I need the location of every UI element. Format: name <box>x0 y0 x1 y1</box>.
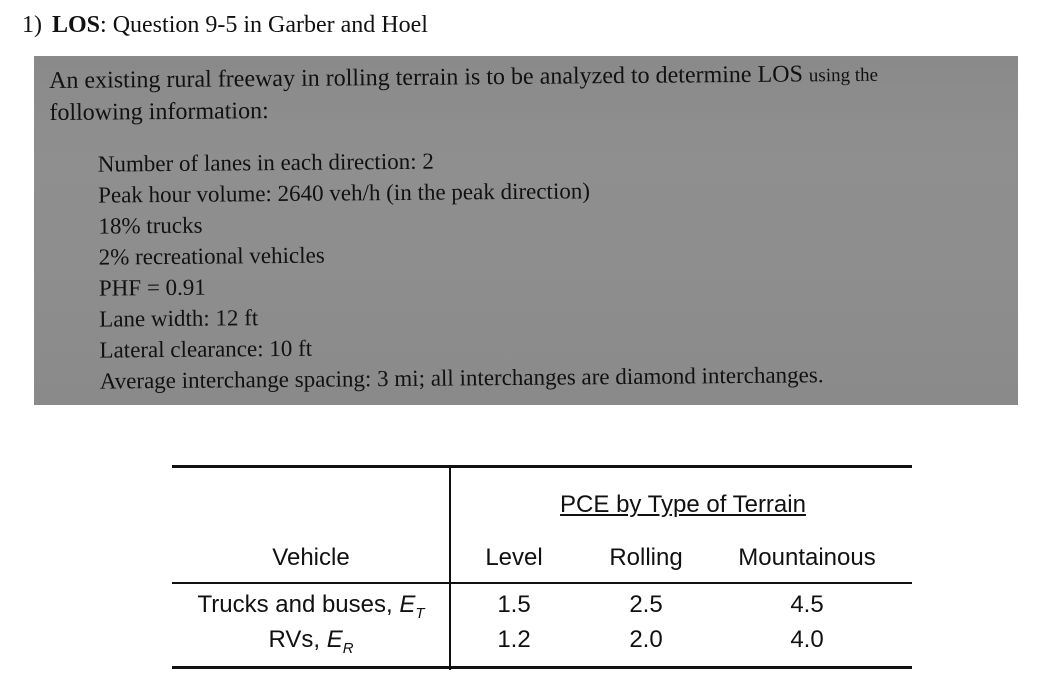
table-top-rule <box>172 465 912 468</box>
trucks-mountainous-value: 4.5 <box>790 591 824 618</box>
header-mountainous: Mountainous <box>738 544 876 571</box>
row-trucks-symbol: E <box>399 591 416 618</box>
question-source: : Question 9-5 in Garber and Hoel <box>100 12 428 38</box>
header-level: Level <box>485 544 543 571</box>
table-divider <box>449 465 451 670</box>
given-volume: Peak hour volume: 2640 veh/h (in the peak direction) <box>98 178 591 208</box>
given-trucks: 18% trucks <box>98 212 203 239</box>
question-topic: LOS <box>52 12 101 38</box>
given-rvs: 2% recreational vehicles <box>98 242 325 270</box>
row-rvs-symbol: E <box>326 626 343 653</box>
given-interchange-spacing: Average interchange spacing: 3 mi; all interchanges are diamond interchanges. <box>99 362 824 394</box>
intro-tail: using the <box>808 64 879 87</box>
problem-statement <box>49 58 1011 397</box>
given-lanes: Number of lanes in each direction: 2 <box>97 148 434 177</box>
row-trucks-subscript: T <box>415 605 425 622</box>
intro-line2: following information: <box>49 98 269 126</box>
header-rolling: Rolling <box>609 544 683 571</box>
question-heading <box>22 12 428 39</box>
row-rvs-label <box>268 626 353 657</box>
row-rvs-subscript: R <box>342 640 354 657</box>
problem-intro <box>49 58 1005 129</box>
rvs-mountainous-value: 4.0 <box>790 626 824 653</box>
group-header: PCE by Type of Terrain <box>560 491 806 518</box>
row-trucks-vehicle: Trucks and buses, <box>197 591 400 618</box>
given-lane-width: Lane width: 12 ft <box>99 305 259 332</box>
trucks-level-value: 1.5 <box>497 591 531 618</box>
table-header-rule <box>172 582 912 584</box>
pce-table <box>172 465 912 670</box>
rvs-level-value: 1.2 <box>497 626 531 653</box>
row-trucks-label <box>197 591 424 622</box>
row-rvs-vehicle: RVs, <box>268 626 327 653</box>
given-lateral-clearance: Lateral clearance: 10 ft <box>99 335 313 363</box>
question-number: 1) <box>22 12 42 38</box>
intro-main: An existing rural freeway in rolling terrain is to be analyzed to determine LOS <box>49 61 803 94</box>
given-info-list <box>50 141 1011 397</box>
problem-photo <box>34 56 1018 405</box>
vehicle-header: Vehicle <box>272 544 350 571</box>
given-phf: PHF = 0.91 <box>98 274 206 301</box>
trucks-rolling-value: 2.5 <box>629 591 663 618</box>
table-bottom-rule <box>172 666 912 669</box>
rvs-rolling-value: 2.0 <box>629 626 663 653</box>
